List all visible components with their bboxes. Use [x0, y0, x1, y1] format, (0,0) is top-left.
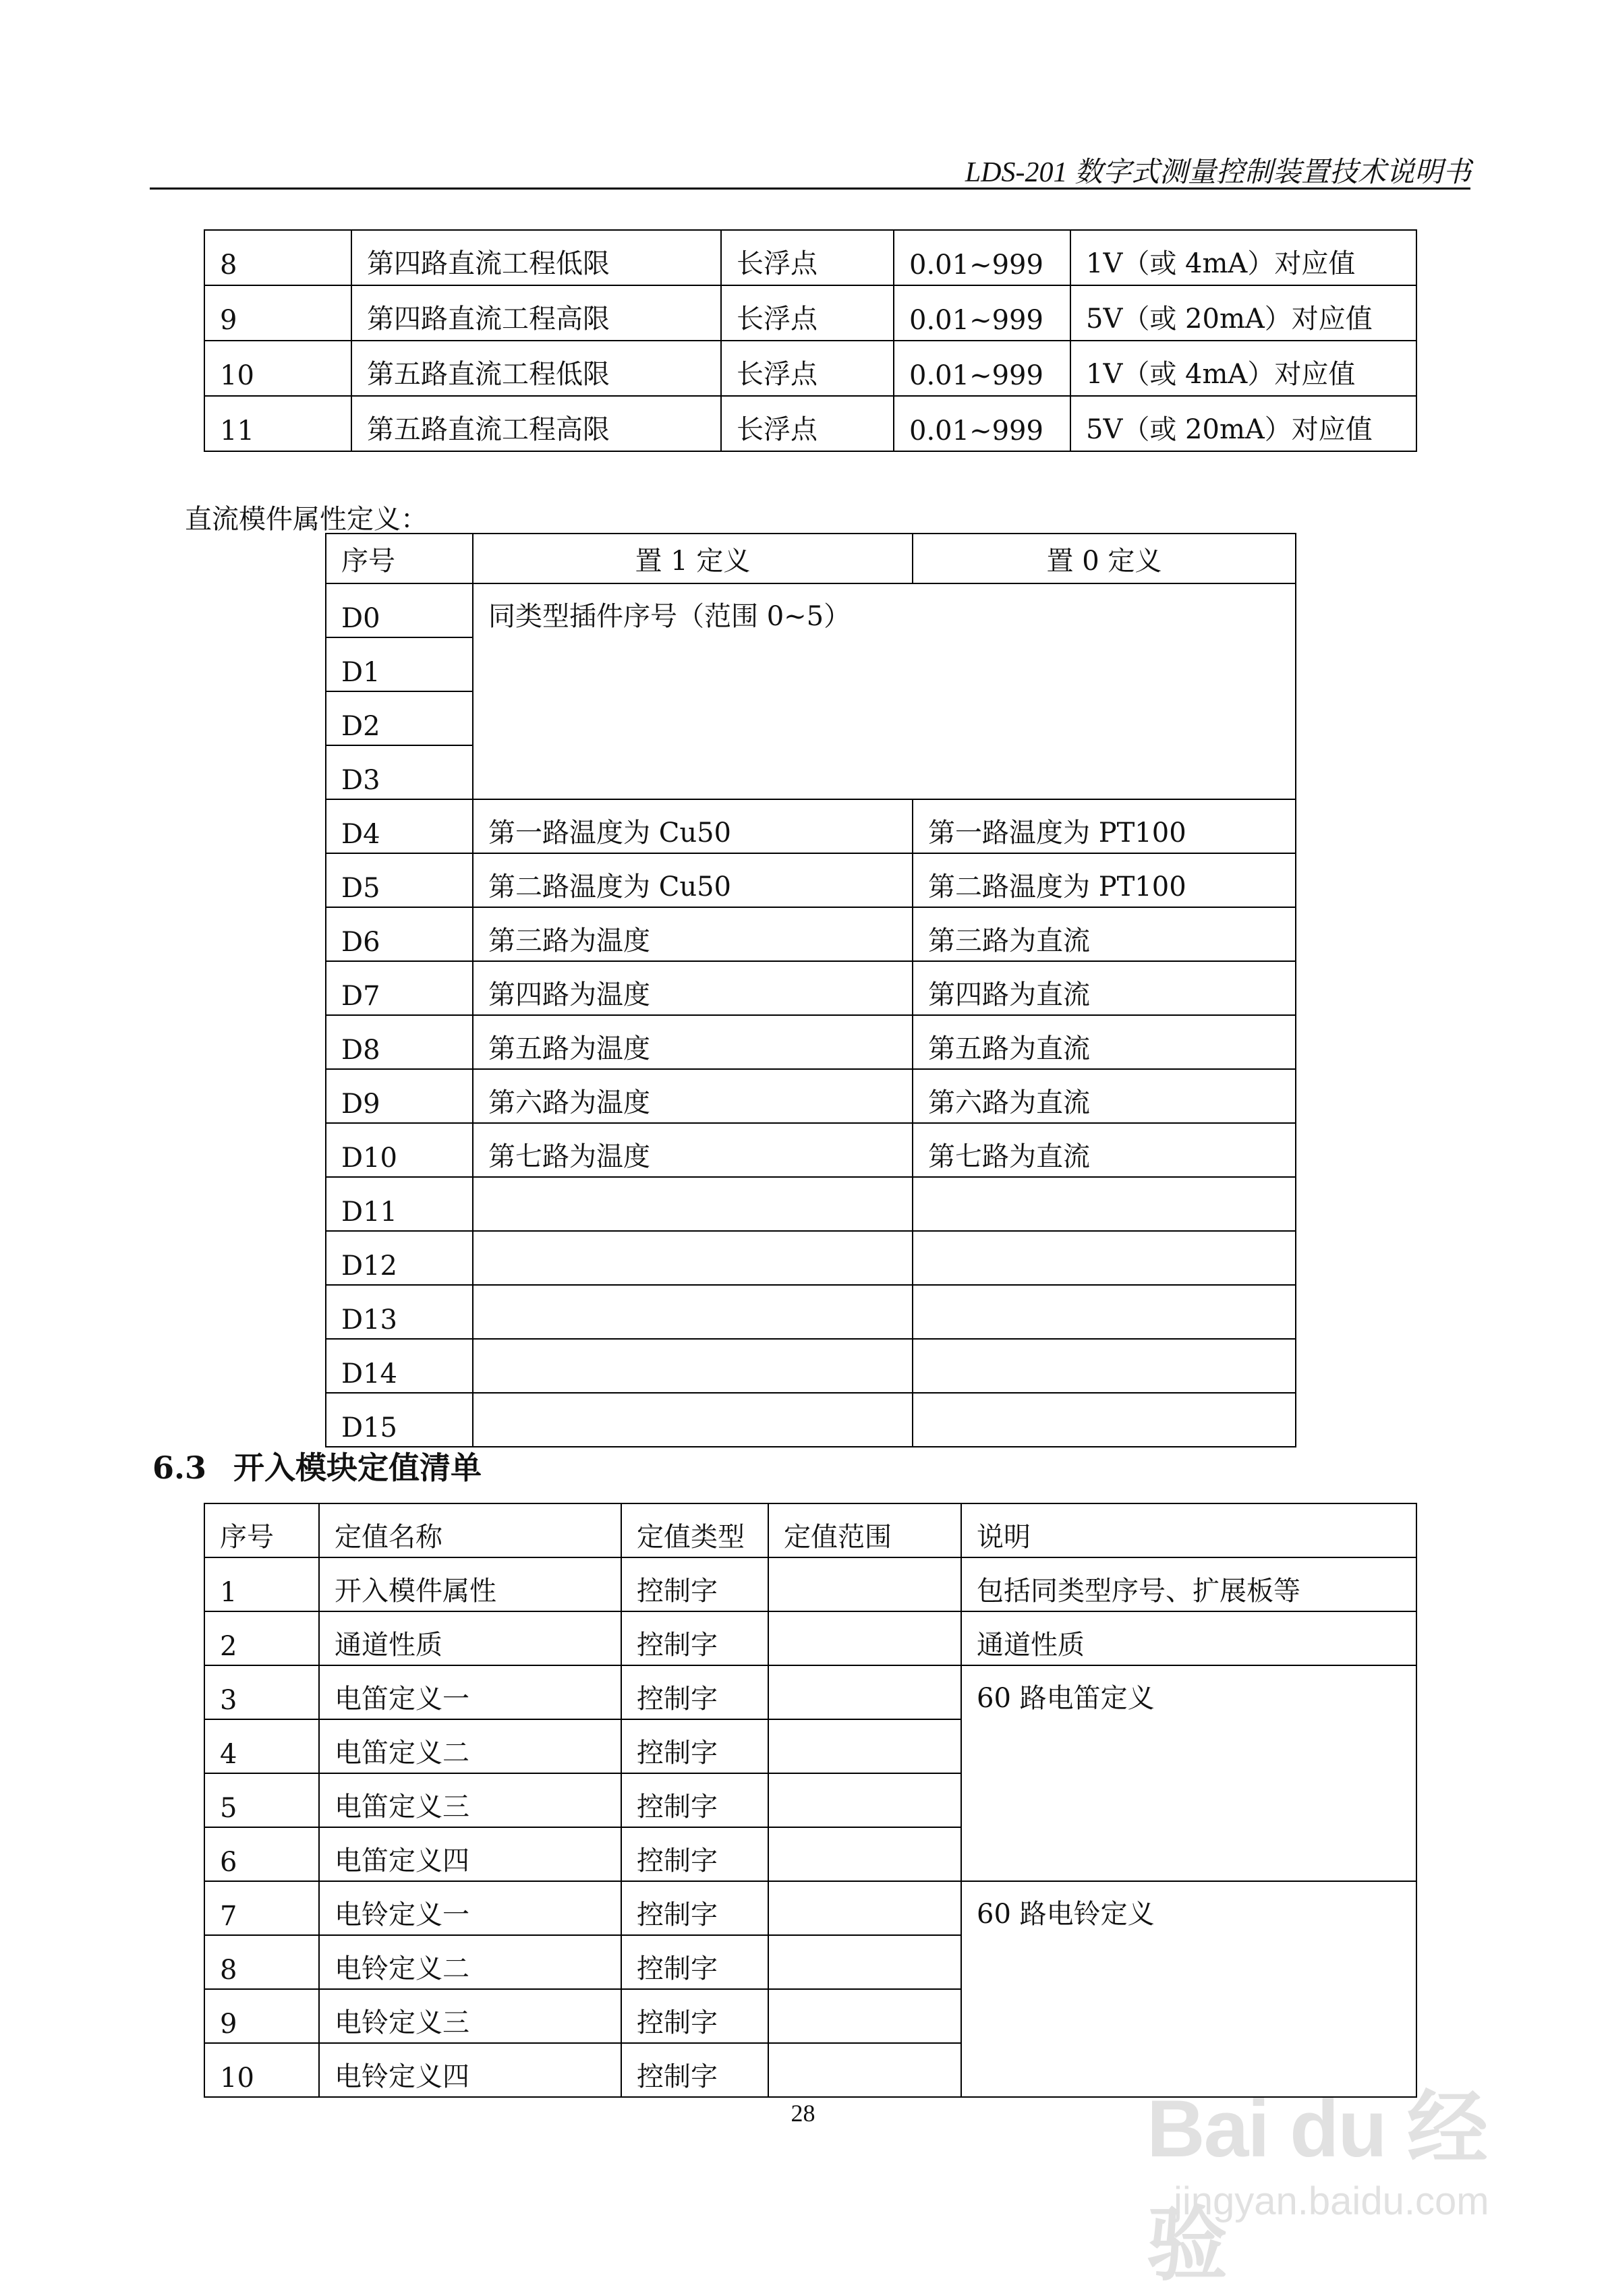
- table-cell: 4: [204, 1719, 319, 1773]
- table-row: [204, 341, 1416, 396]
- table-cell: 1: [204, 1557, 319, 1611]
- table-cell: [768, 1557, 961, 1611]
- baidu-logo: Bai du 经验: [1147, 2084, 1487, 2290]
- table-cell: 第二路温度为 PT100: [913, 853, 1296, 907]
- table-cell: 控制字: [621, 1935, 768, 1989]
- page-number: 28: [791, 2100, 815, 2127]
- table-cell: 电笛定义一: [319, 1665, 621, 1719]
- table-row: [326, 1285, 1296, 1339]
- table-cell: D0: [326, 583, 473, 637]
- table-cell: 控制字: [621, 1611, 768, 1665]
- table-cell: [473, 1285, 913, 1339]
- table-cell: D2: [326, 691, 473, 745]
- table-cell: 开入模件属性: [319, 1557, 621, 1611]
- table-cell: 5V（或 20mA）对应值: [1070, 396, 1416, 451]
- merged-description-cell: 60 路电笛定义: [961, 1665, 1416, 1881]
- table-cell: 长浮点: [721, 341, 894, 396]
- section-title: 开入模块定值清单: [233, 1450, 482, 1486]
- document-header-title: LDS-201 数字式测量控制装置技术说明书: [965, 157, 1471, 188]
- table-row: [204, 285, 1416, 341]
- table-cell: 第七路为温度: [473, 1123, 913, 1177]
- section-number: 6.3: [152, 1450, 207, 1486]
- table-row: [326, 1339, 1296, 1393]
- table-cell: 0.01~999: [894, 230, 1070, 285]
- table-header-row: [326, 534, 1296, 583]
- column-header: 定值名称: [319, 1503, 621, 1557]
- table-cell: 0.01~999: [894, 396, 1070, 451]
- merged-definition-cell: 同类型插件序号（范围 0~5）: [473, 583, 1296, 799]
- table-cell: 第七路为直流: [913, 1123, 1296, 1177]
- table-cell: [768, 1989, 961, 2043]
- table-cell: 第一路温度为 Cu50: [473, 799, 913, 853]
- table-cell: [913, 1231, 1296, 1285]
- table-cell: [473, 1231, 913, 1285]
- table-cell: 通道性质: [961, 1611, 1416, 1665]
- table-cell: 通道性质: [319, 1611, 621, 1665]
- column-header: 定值范围: [768, 1503, 961, 1557]
- table-row: [326, 583, 1296, 637]
- table-cell: 0.01~999: [894, 341, 1070, 396]
- table-cell: [473, 1393, 913, 1447]
- table-cell: 电铃定义三: [319, 1989, 621, 2043]
- table-row: [326, 1393, 1296, 1447]
- table-cell: D15: [326, 1393, 473, 1447]
- table-cell: 第四路为温度: [473, 961, 913, 1015]
- table-cell: [768, 1773, 961, 1827]
- table-cell: D4: [326, 799, 473, 853]
- column-header: 序号: [204, 1503, 319, 1557]
- table-cell: 控制字: [621, 1881, 768, 1935]
- table-cell: 第四路直流工程低限: [351, 230, 721, 285]
- header-rule: [150, 188, 1470, 190]
- table-cell: 长浮点: [721, 396, 894, 451]
- table-cell: 第六路为温度: [473, 1069, 913, 1123]
- table-cell: 10: [204, 341, 351, 396]
- column-header: 说明: [961, 1503, 1416, 1557]
- table-cell: D5: [326, 853, 473, 907]
- table-cell: 包括同类型序号、扩展板等: [961, 1557, 1416, 1611]
- table-cell: 1V（或 4mA）对应值: [1070, 341, 1416, 396]
- column-header: 置 1 定义: [473, 534, 913, 583]
- table-cell: D10: [326, 1123, 473, 1177]
- input-module-settings-table: [204, 1503, 1417, 2098]
- table-cell: [768, 2043, 961, 2097]
- table-cell: 10: [204, 2043, 319, 2097]
- table-cell: 3: [204, 1665, 319, 1719]
- table-cell: 11: [204, 396, 351, 451]
- table-cell: D13: [326, 1285, 473, 1339]
- table-caption: 直流模件属性定义：: [185, 504, 428, 535]
- table-cell: [473, 1177, 913, 1231]
- dc-module-attribute-table: [325, 533, 1296, 1447]
- table-cell: 8: [204, 1935, 319, 1989]
- baidu-jingyan-watermark: [1147, 2064, 1511, 2290]
- table-cell: 9: [204, 285, 351, 341]
- table-cell: 0.01~999: [894, 285, 1070, 341]
- table-row: [326, 1231, 1296, 1285]
- table-cell: [913, 1339, 1296, 1393]
- table-cell: [768, 1935, 961, 1989]
- table-row: [326, 961, 1296, 1015]
- table-cell: [768, 1665, 961, 1719]
- table-cell: 第五路直流工程高限: [351, 396, 721, 451]
- table-cell: 电铃定义四: [319, 2043, 621, 2097]
- table-cell: 第四路直流工程高限: [351, 285, 721, 341]
- column-header: 定值类型: [621, 1503, 768, 1557]
- table-header-row: [204, 1503, 1416, 1557]
- table-cell: 7: [204, 1881, 319, 1935]
- table-cell: [768, 1719, 961, 1773]
- table-cell: [913, 1177, 1296, 1231]
- table-row: [326, 1069, 1296, 1123]
- table-cell: 电笛定义三: [319, 1773, 621, 1827]
- table-cell: 控制字: [621, 1989, 768, 2043]
- table-cell: D8: [326, 1015, 473, 1069]
- table-row: [204, 1881, 1416, 1935]
- table-row: [204, 1611, 1416, 1665]
- table-cell: 第三路为直流: [913, 907, 1296, 961]
- table-cell: [913, 1393, 1296, 1447]
- table-row: [204, 230, 1416, 285]
- table-cell: 控制字: [621, 1557, 768, 1611]
- table-cell: 电铃定义二: [319, 1935, 621, 1989]
- table-row: [204, 1557, 1416, 1611]
- table-cell: D1: [326, 637, 473, 691]
- table-cell: D7: [326, 961, 473, 1015]
- table-row: [204, 396, 1416, 451]
- table-cell: 控制字: [621, 1665, 768, 1719]
- merged-description-cell: 60 路电铃定义: [961, 1881, 1416, 2097]
- section-heading: [152, 1443, 482, 1488]
- table-cell: 电笛定义二: [319, 1719, 621, 1773]
- table-row: [326, 907, 1296, 961]
- table-cell: 控制字: [621, 1827, 768, 1881]
- table-cell: D6: [326, 907, 473, 961]
- table-cell: 5: [204, 1773, 319, 1827]
- table-cell: 电笛定义四: [319, 1827, 621, 1881]
- table-cell: 第六路为直流: [913, 1069, 1296, 1123]
- table-cell: D12: [326, 1231, 473, 1285]
- table-cell: 第五路为直流: [913, 1015, 1296, 1069]
- table-cell: D11: [326, 1177, 473, 1231]
- table-cell: [768, 1611, 961, 1665]
- table-cell: D9: [326, 1069, 473, 1123]
- table-cell: [913, 1285, 1296, 1339]
- table-cell: 8: [204, 230, 351, 285]
- table-cell: 电铃定义一: [319, 1881, 621, 1935]
- table-cell: [473, 1339, 913, 1393]
- table-row: [326, 1177, 1296, 1231]
- table-cell: 第三路为温度: [473, 907, 913, 961]
- table-row: [326, 1015, 1296, 1069]
- table-cell: 5V（或 20mA）对应值: [1070, 285, 1416, 341]
- table-cell: 长浮点: [721, 285, 894, 341]
- table-cell: D14: [326, 1339, 473, 1393]
- table-cell: 9: [204, 1989, 319, 2043]
- column-header: 序号: [326, 534, 473, 583]
- table-cell: 第一路温度为 PT100: [913, 799, 1296, 853]
- table-cell: 第二路温度为 Cu50: [473, 853, 913, 907]
- dc-settings-table: [204, 229, 1417, 452]
- table-cell: 控制字: [621, 1719, 768, 1773]
- table-cell: 第四路为直流: [913, 961, 1296, 1015]
- table-cell: 2: [204, 1611, 319, 1665]
- watermark-url: jingyan.baidu.com: [1174, 2179, 1489, 2223]
- table-row: [326, 853, 1296, 907]
- table-cell: D3: [326, 745, 473, 799]
- table-row: [326, 799, 1296, 853]
- column-header: 置 0 定义: [913, 534, 1296, 583]
- table-cell: 控制字: [621, 1773, 768, 1827]
- table-row: [204, 1665, 1416, 1719]
- table-cell: [768, 1827, 961, 1881]
- table-cell: [768, 1881, 961, 1935]
- table-cell: 控制字: [621, 2043, 768, 2097]
- table-cell: 6: [204, 1827, 319, 1881]
- table-cell: 第五路直流工程低限: [351, 341, 721, 396]
- table-cell: 长浮点: [721, 230, 894, 285]
- table-cell: 1V（或 4mA）对应值: [1070, 230, 1416, 285]
- table-cell: 第五路为温度: [473, 1015, 913, 1069]
- table-row: [326, 1123, 1296, 1177]
